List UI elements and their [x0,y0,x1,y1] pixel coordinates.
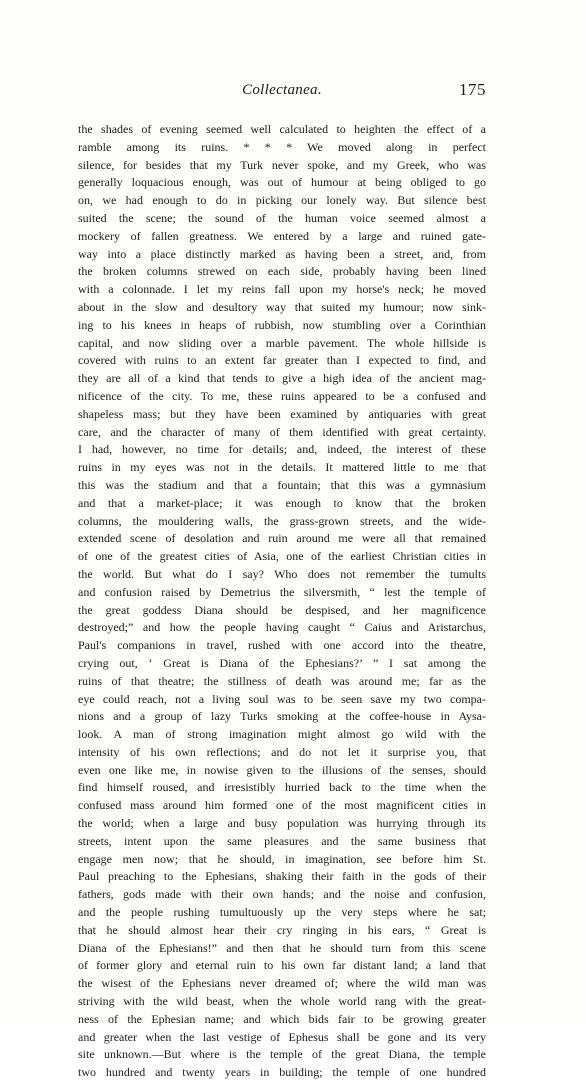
text-line: silence, for besides that my Turk never spoke, and my Greek, who was [78,157,486,172]
text-line: with a colonnade. I let my reins fall upon my horse's neck; he moved [78,282,486,297]
text-line: ruins of that theatre; the stillness of death was around me; far as the [78,673,486,688]
text-line: ramble among its ruins. * * * We moved along in perfect [78,139,486,154]
text-line: confused mass around him formed one of the most magnificent cities in [78,798,486,813]
text-line: this was the stadium and that a fountain; that this was a gymnasium [78,477,486,492]
text-line: eye could reach, not a living soul was to be seen save my two compa- [78,691,486,706]
text-line: and that a market-place; it was enough to know that the broken [78,495,486,510]
text-line: striving with the wild beast, when the whole world rang with the great- [78,994,486,1009]
text-line: columns, the mouldering walls, the grass-grown streets, and the wide- [78,513,486,528]
text-line: way into a place distinctly marked as having been a street, and, from [78,246,486,261]
text-line: intensity of his own reflections; and do not let it surprise you, that [78,744,486,759]
text-line: nificence of the city. To me, these ruins appeared to be a confused and [78,388,486,403]
running-title: Collectanea. [242,82,322,98]
text-line: and confusion raised by Demetrius the silversmith, “ lest the temple of [78,584,486,599]
text-line: of former glory and eternal ruin to his own far distant land; a land that [78,958,486,973]
text-line: they are all of a kind that tends to give a high idea of the ancient mag- [78,371,486,386]
text-line: that he should almost hear their cry ringing in his ears, “ Great is [78,922,486,937]
text-line: destroyed;” and how the people having caught “ Caius and Aristarchus, [78,620,486,635]
text-line: covered with ruins to an extent far greater than I expected to find, and [78,353,486,368]
text-line: two hundred and twenty years in building; the temple of one hundred [78,1065,486,1080]
running-head [78,82,486,104]
text-line: Paul's companions in travel, rushed with one accord into the theatre, [78,638,486,653]
text-line: suited the scene; the sound of the human voice seemed almost a [78,210,486,225]
text-line: crying out, ‘ Great is Diana of the Ephesians?’ ” I sat among the [78,655,486,670]
text-line: of one of the greatest cities of Asia, one of the earliest Christian cities in [78,549,486,564]
text-line: mockery of fallen greatness. We entered by a large and ruined gate- [78,228,486,243]
text-line: ing to his knees in heaps of rubbish, now stumbling over a Corinthian [78,317,486,332]
text-line: the broken columns strewed on each side, probably having been lined [78,264,486,279]
text-line: Paul preaching to the Ephesians, shaking their faith in the gods of their [78,869,486,884]
text-line: extended scene of desolation and ruin around me were all that remained [78,531,486,546]
text-line: care, and the character of many of them identified with great certainty. [78,424,486,439]
text-line: fathers, gods made with their own hands; and the noise and confusion, [78,887,486,902]
text-line: engage men now; that he should, in imagination, see before him St. [78,851,486,866]
text-line: capital, and now sliding over a marble pavement. The whole hillside is [78,335,486,350]
text-line: the wisest of the Ephesians never dreamed of; where the wild man was [78,976,486,991]
body-text [78,121,486,1082]
text-line: the shades of evening seemed well calculated to heighten the effect of a [78,122,486,136]
text-line: look. A man of strong imagination might almost go wild with the [78,727,486,742]
text-line: the world; when a large and busy population was hurrying through its [78,816,486,831]
text-line: generally loquacious enough, was out of humour at being obliged to go [78,175,486,190]
text-line: and the people rushing tumultuously up the very steps where he sat; [78,905,486,920]
text-line: streets, intent upon the same pleasures and the same business that [78,833,486,848]
text-line: shapeless mass; but they have been examined by antiquaries with great [78,406,486,421]
text-line: I had, however, no time for details; and, indeed, the interest of these [78,442,486,457]
text-line: about in the slow and desultory way that suited my humour; now sink- [78,299,486,314]
text-line: ness of the Ephesian name; and which bids fair to be growing greater [78,1011,486,1026]
text-line: site unknown.—But where is the temple of the great Diana, the temple [78,1047,486,1062]
text-line: ruins in my eyes was not in the details. It mattered little to me that [78,460,486,475]
text-line: on, we had enough to do in picking our lonely way. But silence best [78,193,486,208]
text-line: and greater when the last vestige of Ephesus shall be gone and its very [78,1029,486,1044]
page-number: 175 [459,80,486,99]
text-line: the great goddess Diana should be despised, and her magnificence [78,602,486,617]
text-line: find himself roused, and irresistibly hurried back to the time when the [78,780,486,795]
text-line: the world. But what do I say? Who does not remember the tumults [78,566,486,581]
text-line: nions and a group of lazy Turks smoking at the coffee-house in Aysa- [78,709,486,724]
text-line: even one like me, in nowise given to the illusions of the senses, should [78,762,486,777]
text-line: Diana of the Ephesians!” and then that he should turn from this scene [78,940,486,955]
